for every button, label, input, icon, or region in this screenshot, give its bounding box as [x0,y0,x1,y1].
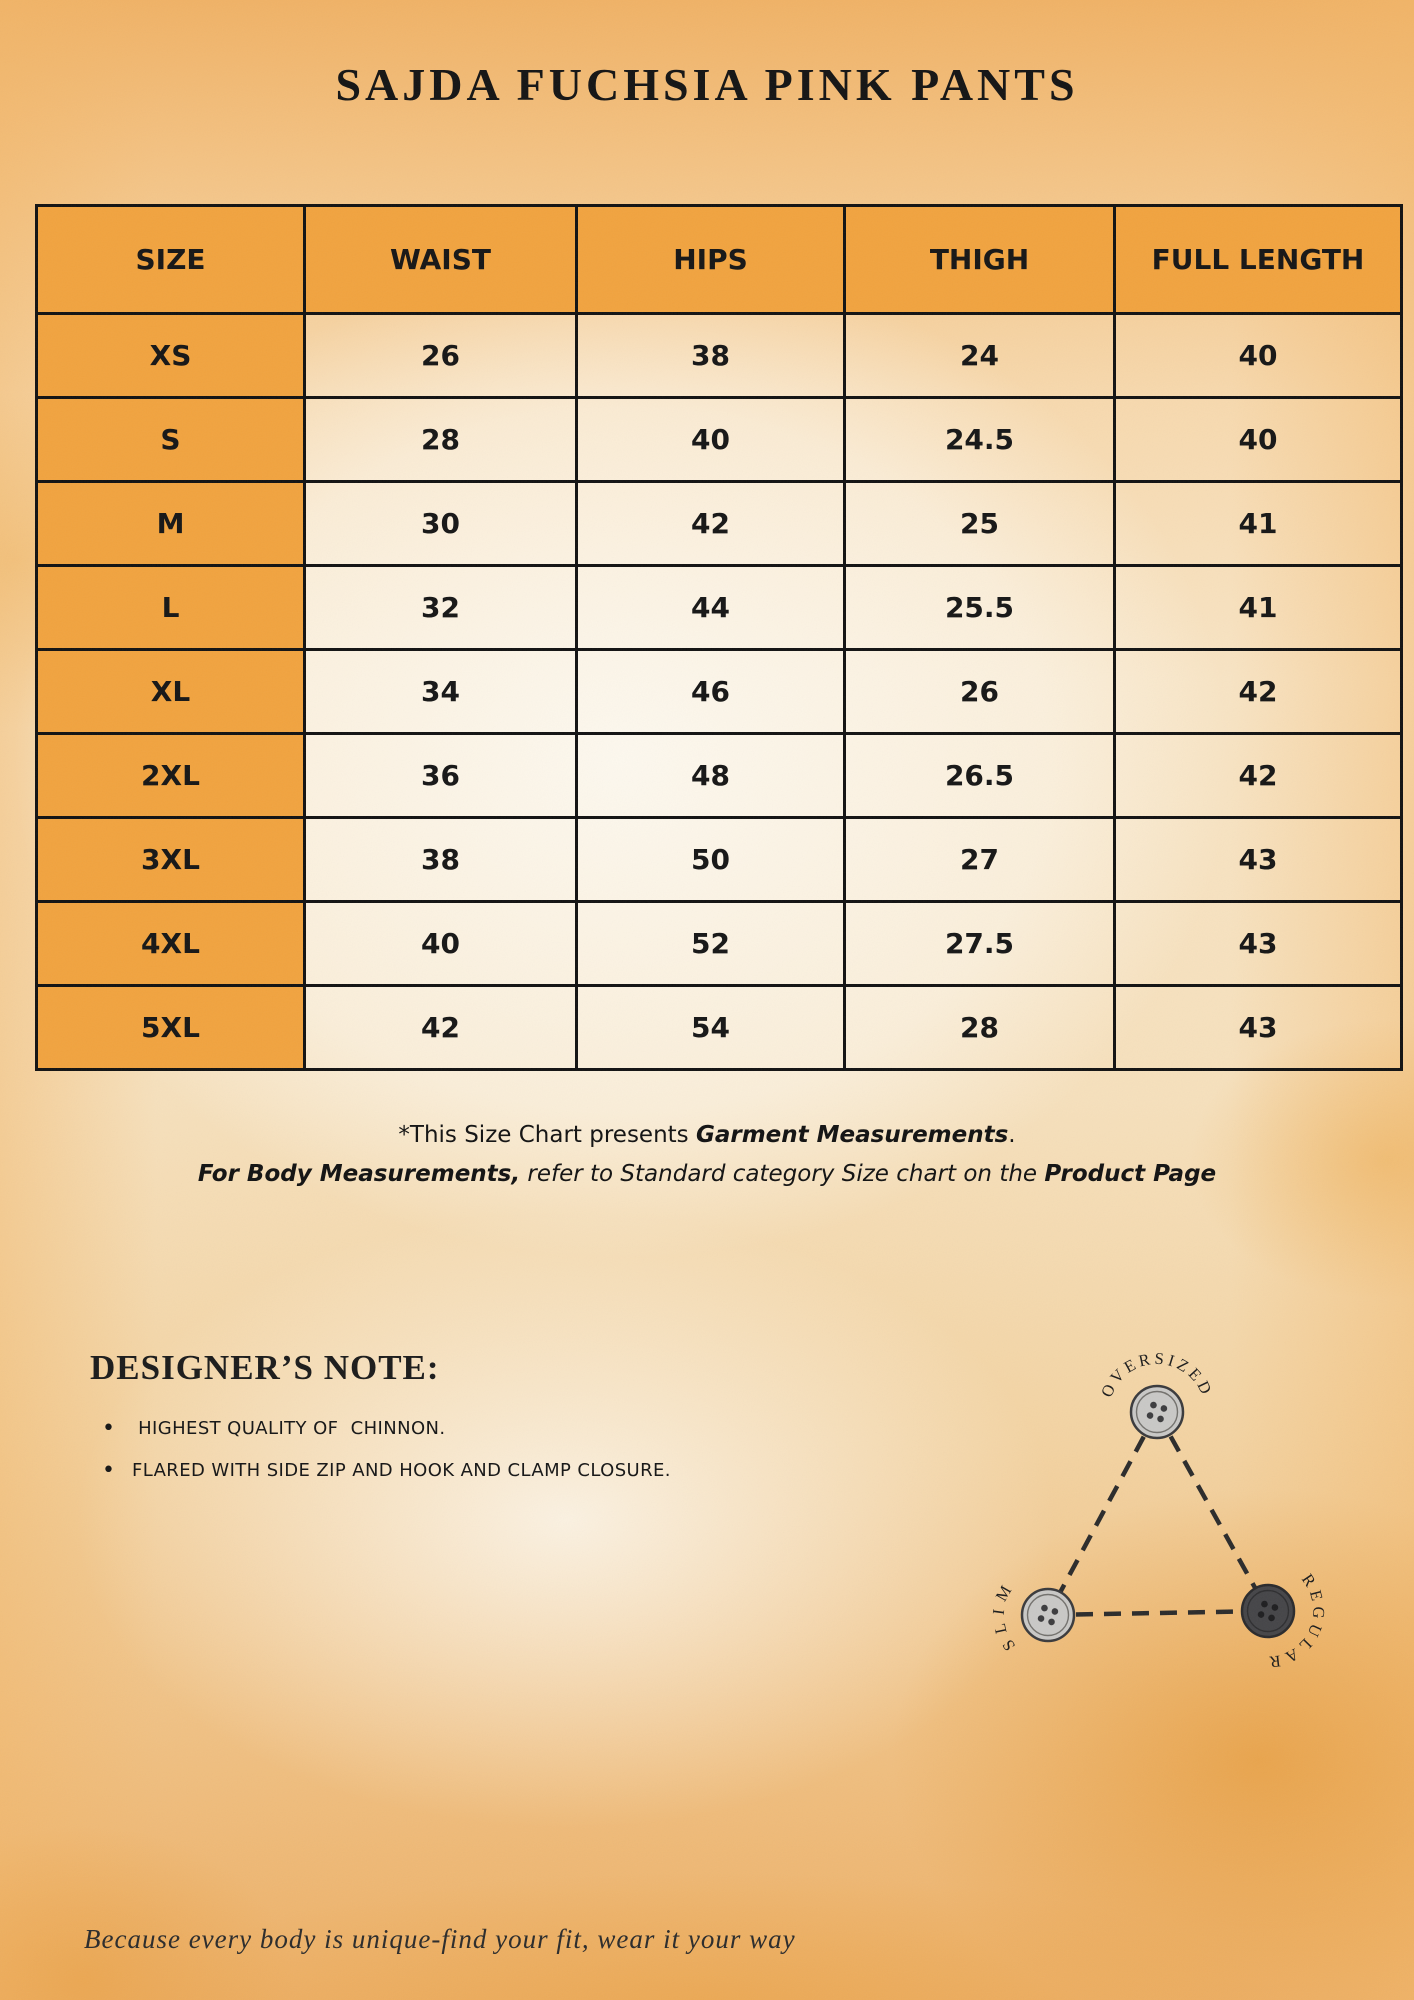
measurement-cell: 43 [1115,818,1402,902]
measurement-cell: 52 [577,902,845,986]
measurement-cell: 42 [1115,650,1402,734]
measurement-cell: 27.5 [845,902,1115,986]
designers-note-list [90,1418,790,1481]
table-row [37,986,1402,1070]
size-label-cell: 2XL [37,734,305,818]
table-row [37,398,1402,482]
column-header-hips: HIPS [577,206,845,314]
measurement-cell: 42 [305,986,577,1070]
measurement-cell: 48 [577,734,845,818]
measurement-cell: 42 [577,482,845,566]
measurement-cell: 25.5 [845,566,1115,650]
table-row [37,650,1402,734]
measurement-cell: 50 [577,818,845,902]
measurement-cell: 27 [845,818,1115,902]
measurement-cell: 43 [1115,986,1402,1070]
size-label-cell: XL [37,650,305,734]
measurement-cell: 40 [305,902,577,986]
measurement-cell: 54 [577,986,845,1070]
table-row [37,902,1402,986]
measurement-cell: 43 [1115,902,1402,986]
measurement-cell: 42 [1115,734,1402,818]
size-chart-table [35,204,1400,1071]
measurement-cell: 26 [845,650,1115,734]
measurement-cell: 46 [577,650,845,734]
footnote-emphasis: Garment Measurements [695,1122,1009,1148]
slim-label: SLIM [988,1576,1020,1655]
size-label-cell: 5XL [37,986,305,1070]
measurement-cell: 41 [1115,482,1402,566]
regular-button-icon [1242,1585,1294,1637]
column-header-waist: WAIST [305,206,577,314]
slim-button-icon [1022,1589,1074,1641]
table-row [37,314,1402,398]
measurement-cell: 26 [305,314,577,398]
designers-note-heading: DESIGNER’S NOTE: [90,1348,440,1387]
column-header-thigh: THIGH [845,206,1115,314]
measurement-cell: 28 [305,398,577,482]
size-label-cell: XS [37,314,305,398]
footnote-line-2 [0,1155,1414,1194]
footnote-text: . [1008,1122,1016,1148]
measurement-cell: 30 [305,482,577,566]
triangle-dashed-lines [1048,1412,1268,1615]
note-bullet: • FLARED WITH SIDE ZIP AND HOOK AND CLAMP CLOSURE. [90,1460,790,1481]
oversized-button-icon [1131,1386,1183,1438]
tagline-quote: Because every body is unique-find your fit, wear it your way [84,1924,796,1954]
measurement-cell: 40 [577,398,845,482]
measurement-cell: 41 [1115,566,1402,650]
measurement-cell: 28 [845,986,1115,1070]
size-label-cell: S [37,398,305,482]
designers-note [90,1348,790,1502]
footnote-emphasis: Product Page [1044,1161,1217,1187]
note-bullet: • HIGHEST QUALITY OF CHINNON. [90,1418,790,1439]
measurement-cell: 40 [1115,314,1402,398]
size-label-cell: 3XL [37,818,305,902]
size-label-cell: M [37,482,305,566]
measurement-cell: 44 [577,566,845,650]
measurement-cell: 40 [1115,398,1402,482]
table-row [37,482,1402,566]
table-row [37,566,1402,650]
fit-triangle-diagram [930,1330,1400,1710]
measurement-cell: 26.5 [845,734,1115,818]
table-row [37,818,1402,902]
measurement-cell: 38 [305,818,577,902]
page-title: SAJDA FUCHSIA PINK PANTS [335,59,1079,110]
measurement-cell: 36 [305,734,577,818]
footnote [0,1116,1414,1194]
measurement-cell: 32 [305,566,577,650]
oversized-label: OVERSIZED [1096,1348,1218,1401]
footnote-line-1 [0,1116,1414,1155]
measurement-cell: 25 [845,482,1115,566]
table-row [37,734,1402,818]
column-header-size: SIZE [37,206,305,314]
size-label-cell: L [37,566,305,650]
header-row [37,206,1402,314]
footnote-emphasis: For Body Measurements, [197,1161,521,1187]
measurement-cell: 38 [577,314,845,398]
footnote-text: *This Size Chart presents [398,1122,696,1148]
measurement-cell: 24 [845,314,1115,398]
regular-label: REGULAR [1264,1570,1329,1673]
measurement-cell: 24.5 [845,398,1115,482]
measurement-cell: 34 [305,650,577,734]
column-header-full-length: FULL LENGTH [1115,206,1402,314]
footnote-text: refer to Standard category Size chart on the [520,1161,1045,1187]
size-label-cell: 4XL [37,902,305,986]
